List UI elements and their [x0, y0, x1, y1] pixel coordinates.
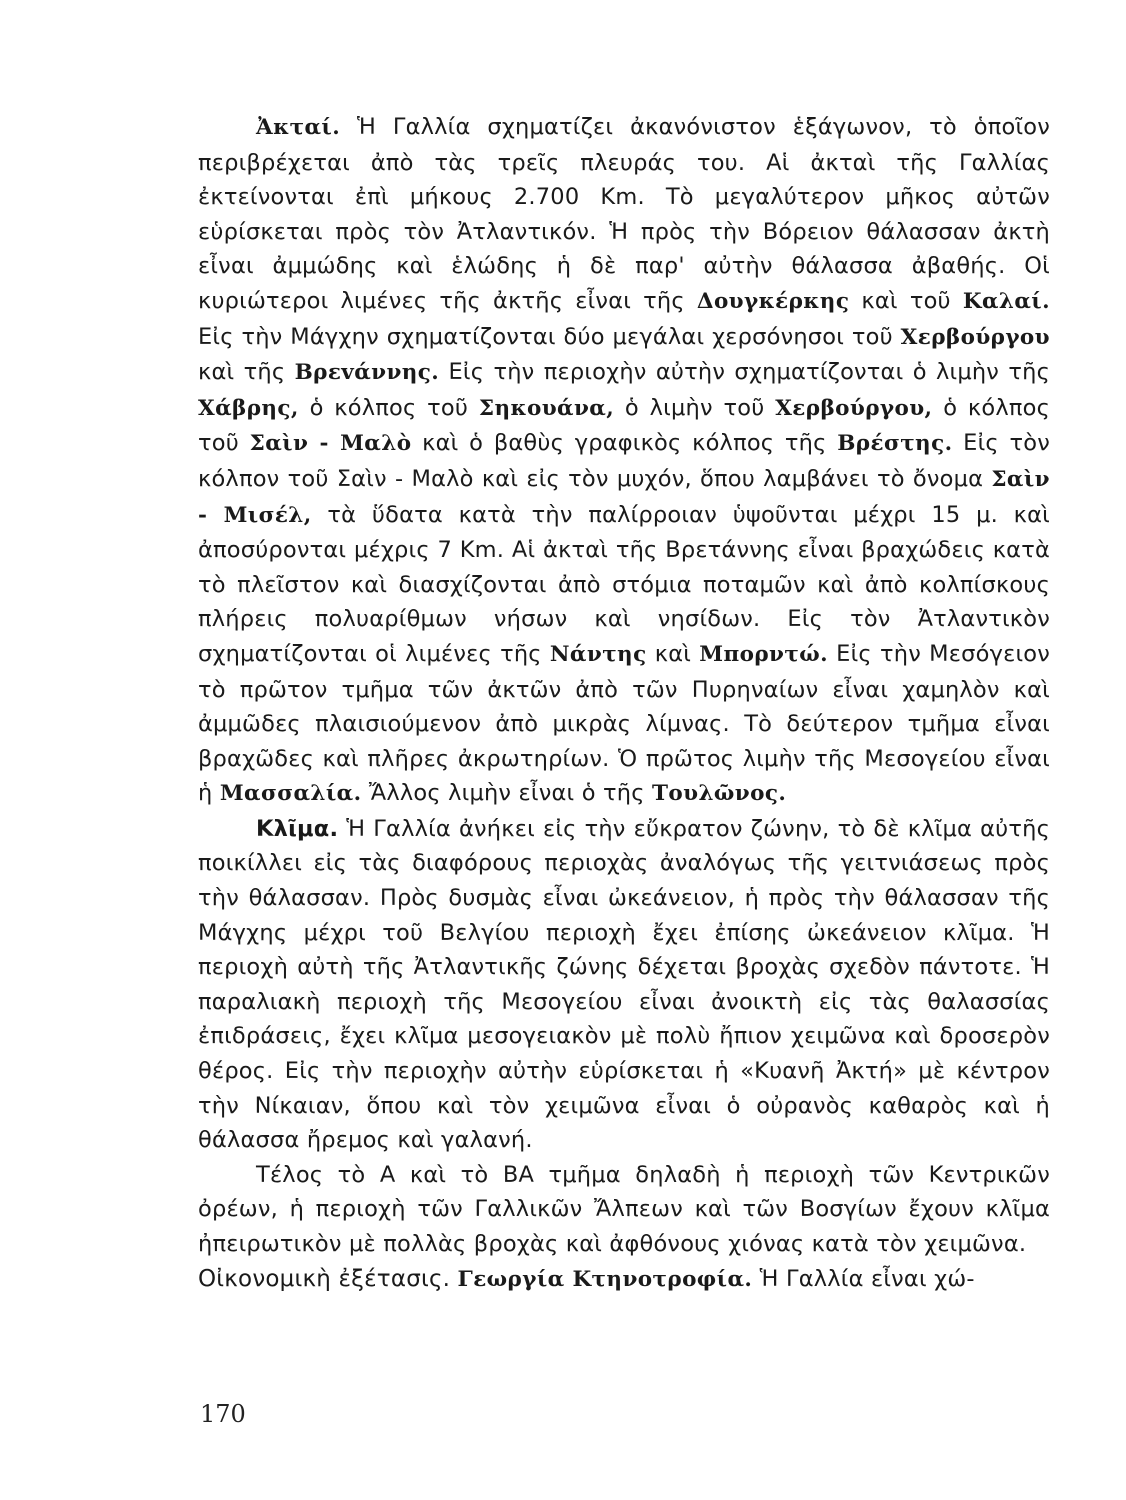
place-name: Νάντης — [549, 641, 647, 667]
place-name: Σαὶν - Μισέλ, — [198, 466, 1050, 528]
place-name: Μπορντώ. — [699, 641, 828, 667]
text-run: καὶ τοῦ — [849, 287, 963, 314]
paragraph-climate — [198, 812, 1050, 1158]
text-run: ὁ κόλπος τοῦ — [198, 394, 1050, 457]
section-heading-coasts: Ἀκταί. — [256, 115, 341, 140]
text-run: καὶ — [646, 640, 700, 667]
text-run: ὁ λιμὴν τοῦ — [614, 394, 776, 421]
place-name: Βρέστης. — [837, 431, 953, 457]
place-name: Χάβρης, — [198, 395, 299, 421]
place-name: Τουλῶνος. — [651, 781, 787, 807]
place-name: Χερβούργου, — [775, 395, 933, 421]
text-run: Ἄλλος λιμὴν εἶναι ὁ τῆς — [361, 780, 652, 807]
place-name: Δουγκέρκης — [696, 288, 850, 314]
text-run: Ἡ Γαλλία εἶναι χώ- — [752, 1265, 975, 1292]
page-number: 170 — [200, 1400, 246, 1428]
page-body — [198, 110, 1050, 1297]
place-name: Σαὶν - Μαλὸ — [249, 431, 412, 457]
place-name: Μασσαλία. — [219, 781, 362, 807]
section-heading-climate: Κλῖμα. — [256, 815, 339, 842]
text-run: Εἰς τὴν Μεσόγειον τὸ πρῶτον τμῆμα τῶν ἀκτῶν ἀπὸ τῶν Πυρηναίων εἶναι χαμηλὸν καὶ ἀμμῶδες πλαισιούμενον ἀπὸ μικρὰς λίμνας. Τὸ δεύτερον τμῆμα εἶναι βραχῶδες καὶ πλῆρες ἀκρωτηρίων. Ὁ πρῶτος λιμὴν τῆς Μεσογείου εἶναι ἡ — [198, 640, 1050, 807]
place-name: Βρεvάννης. — [294, 360, 440, 386]
paragraph-economy — [198, 1262, 1050, 1298]
text-run: καὶ τῆς — [198, 359, 295, 386]
text-run: Ἡ Γαλλία σχηματίζει ἀκανόνιστον ἑξάγωνον, τὸ ὁποῖον περιβρέχεται ἀπὸ τὰς τρεῖς πλευράς του. Αἱ ἀκταὶ τῆς Γαλλίας ἐκτείνονται ἐπὶ μήκους 2.700 Km. Τὸ μεγαλύτερον μῆκος αὐτῶν εὑρίσκεται πρὸς τὸν Ἀτλαντικόν. Ἡ πρὸς τὴν Βόρειον θάλασσαν ἀκτὴ εἶναι ἀμμώδης καὶ ἑλώδης ἡ δὲ παρ' αὐτὴν θάλασσα ἀβαθής. Οἱ κυριώτεροι λιμένες τῆς ἀκτῆς εἶναι τῆς — [198, 114, 1050, 314]
section-heading-economy: Οἰκονομικὴ ἐξέτασις. — [198, 1265, 451, 1292]
text-run: τὰ ὕδατα κατὰ τὴν παλίρροιαν ὑψοῦνται μέχρι 15 μ. καὶ ἀποσύρονται μέχρις 7 Km. Αἱ ἀκταὶ τῆς Βρετάννης εἶναι βραχώδεις κατὰ τὸ πλεῖστον καὶ διασχίζονται ἀπὸ στόμια ποταμῶν καὶ ἀπὸ κολπίσκους πλήρεις πολυαρίθμων νήσων καὶ νησίδων. Εἰς τὸν Ἀτλαντικὸν σχηματίζονται οἱ λιμένες τῆς — [198, 501, 1050, 667]
text-run: Εἰς τὴν Μάγχην σχηματίζονται δύο μεγάλαι χερσόνησοι τοῦ — [198, 323, 901, 350]
text-run: Ἡ Γαλλία ἀνήκει εἰς τὴν εὔκρατον ζώνην, τὸ δὲ κλῖμα αὐτῆς ποικίλλει εἰς τὰς διαφόρους περιοχὰς ἀναλόγως τῆς γειτνιάσεως πρὸς τὴν θάλασσαν. Πρὸς δυσμὰς εἶναι ὠκεάνειον, ἡ πρὸς τὴν θάλασσαν τῆς Μάγχης μέχρι τοῦ Βελγίου περιοχὴ ἔχει ἐπίσης ὠκεάνειον κλῖμα. Ἡ περιοχὴ αὐτὴ τῆς Ἀτλαντικῆς ζώνης δέχεται βροχὰς σχεδὸν πάντοτε. Ἡ παραλιακὴ περιοχὴ τῆς Μεσογείου εἶναι ἀνοικτὴ εἰς τὰς θαλασσίας ἐπιδράσεις, ἔχει κλῖμα μεσογειακὸν μὲ πολὺ ἤπιον χειμῶνα καὶ δροσερὸν θέρος. Εἰς τὴν περιοχὴν αὐτὴν εὑρίσκεται ἡ «Κυανῆ Ἀκτή» μὲ κέντρον τὴν Νίκαιαν, ὅπου καὶ τὸν χειμῶνα εἶναι ὁ οὐρανὸς καθαρὸς καὶ ἡ θάλασσα ἤρεμος καὶ γαλανή. — [198, 815, 1050, 1154]
place-name: Χερβούργου — [900, 324, 1050, 350]
text-run: καὶ ὁ βαθὺς γραφικὸς κόλπος τῆς — [411, 430, 838, 457]
subsection-heading-agriculture: Γεωργία Κτηνοτροφία. — [457, 1266, 753, 1292]
text-run: Τέλος τὸ Α καὶ τὸ ΒΑ τμῆμα δηλαδὴ ἡ περιοχὴ τῶν Κεντρικῶν ὀρέων, ἡ περιοχὴ τῶν Γαλλικῶν Ἄλπεων καὶ τῶν Βοσγίων ἔχουν κλῖμα ἠπειρωτικὸν μὲ πολλὰς βροχὰς καὶ ἀφθόνους χιόνας κατὰ τὸν χειμῶνα. — [198, 1161, 1050, 1257]
text-run: ὁ κόλπος τοῦ — [298, 394, 479, 421]
text-run: Εἰς τὸν κόλπον τοῦ Σαὶν - Μαλὸ καὶ εἰς τὸν μυχόν, ὅπου λαμβάνει τὸ ὄνομα — [198, 430, 1050, 492]
paragraph-coasts — [198, 110, 1050, 812]
place-name: Σηκουάνα, — [478, 395, 615, 421]
text-run: Εἰς τὴν περιοχὴν αὐτὴν σχηματίζονται ὁ λιμὴν τῆς — [439, 359, 1050, 386]
place-name: Καλαί. — [962, 288, 1050, 314]
paragraph-continental-climate — [198, 1158, 1050, 1262]
